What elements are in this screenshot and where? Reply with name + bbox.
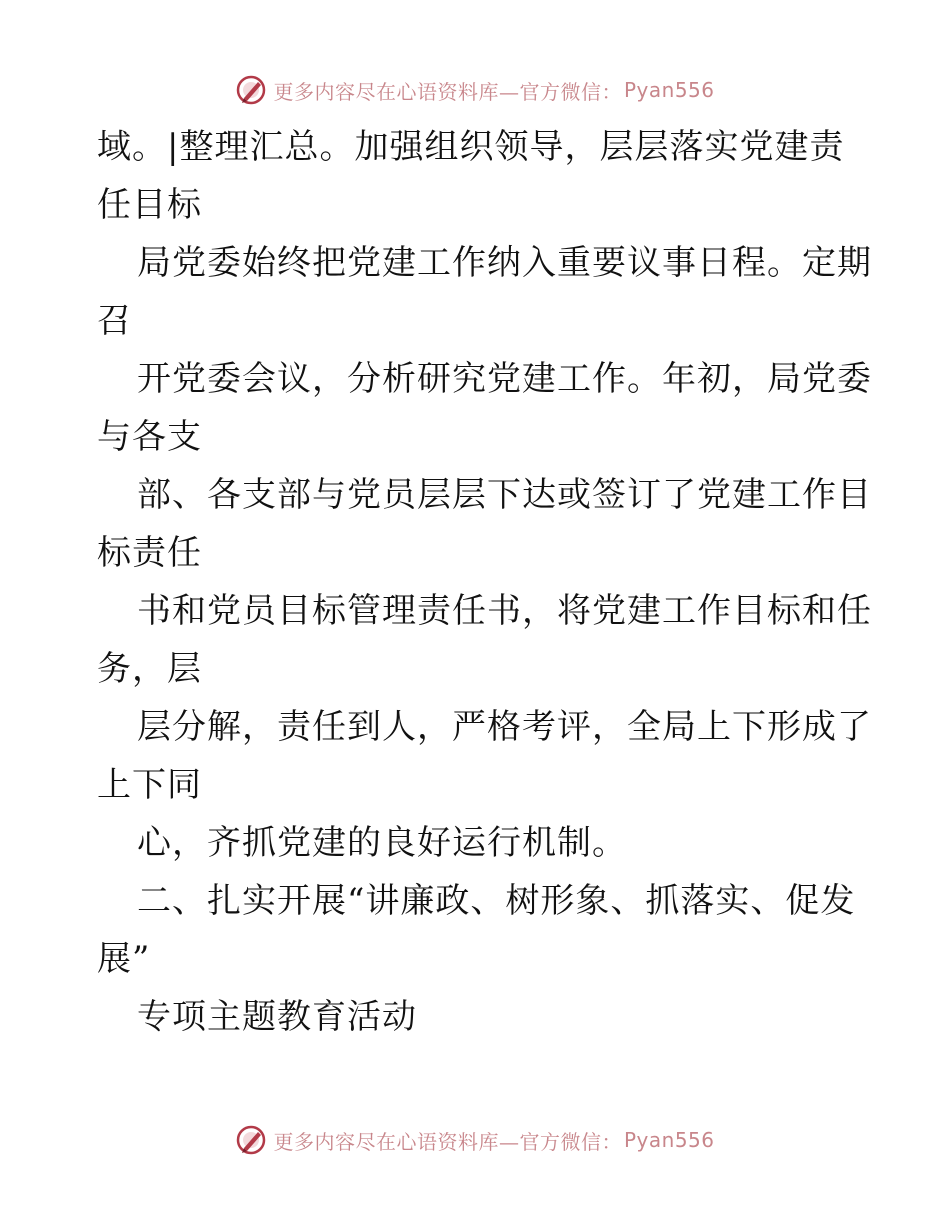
footer-watermark: [0, 1120, 950, 1160]
pen-logo-icon: [235, 74, 267, 106]
text-line-5: 开党委会议，分析研究党建工作。年初，局党委: [137, 359, 872, 399]
text-line-6: 与各支: [97, 417, 202, 457]
text-line-7: 部、各支部与党员层层下达或签订了党建工作目: [137, 475, 872, 515]
text-line-11: 层分解，责任到人，严格考评，全局上下形成了: [137, 707, 872, 747]
watermark-id: Pyan556: [623, 78, 715, 102]
text-line-14: 二、扎实开展“讲廉政、树形象、抓落实、促发: [137, 881, 856, 921]
watermark-text: 更多内容尽在心语资料库—官方微信：: [273, 79, 622, 104]
text-line-10: 务，层: [97, 649, 202, 689]
text-line-15: 展”: [97, 939, 151, 979]
text-line-13: 心，齐抓党建的良好运行机制。: [137, 823, 627, 863]
document-body: [97, 118, 872, 1046]
text-line-9: 书和党员目标管理责任书，将党建工作目标和任: [137, 591, 872, 631]
watermark-text: 更多内容尽在心语资料库—官方微信：: [273, 1129, 622, 1154]
text-line-12: 上下同: [97, 765, 202, 805]
text-line-16: 专项主题教育活动: [137, 997, 417, 1037]
watermark-id: Pyan556: [623, 1128, 715, 1152]
text-line-4: 召: [97, 301, 132, 341]
pen-logo-icon: [235, 1124, 267, 1156]
text-line-3: 局党委始终把党建工作纳入重要议事日程。定期: [137, 243, 872, 283]
text-line-2: 任目标: [97, 185, 202, 225]
header-watermark: [0, 70, 950, 110]
text-line-1: 域。|整理汇总。加强组织领导，层层落实党建责: [97, 127, 845, 167]
text-line-8: 标责任: [97, 533, 202, 573]
